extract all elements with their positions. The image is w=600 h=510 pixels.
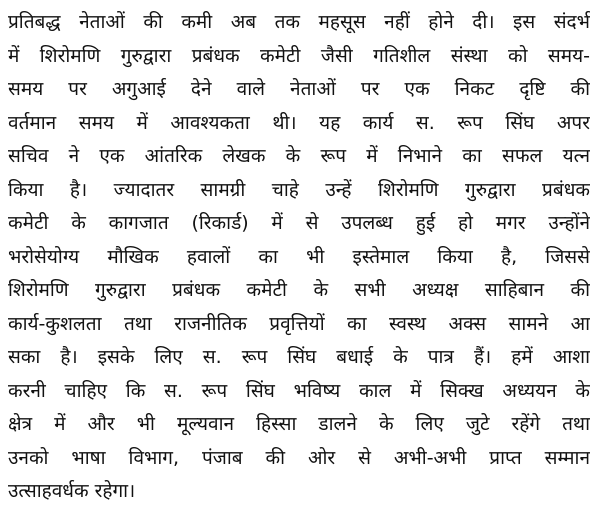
text-line: सचिव ने एक आंतरिक लेखक के रूप में निभाने का सफल यत्न xyxy=(8,145,590,167)
text-line: करनी चाहिए कि स. रूप सिंघ भविष्य काल में सिक्ख अध्ययन के xyxy=(8,379,590,402)
text-line: वर्तमान समय में आवश्यकता थी। यह कार्य स. रूप सिंघ अपर xyxy=(8,111,590,134)
text-line: भरोसेयोग्य मौखिक हवालों का भी इस्तेमाल किया है, जिससे xyxy=(8,245,590,268)
text-line: समय पर अगुआई देने वाले नेताओं पर एक निकट दृष्टि की xyxy=(8,78,590,100)
text-line: किया है। ज्यादातर सामग्री चाहे उन्हें शिरोमणि गुरुद्वारा प्रबंधक xyxy=(8,178,590,201)
text-line: प्रतिबद्ध नेताओं की कमी अब तक महसूस नहीं होने दी। इस संदर्भ xyxy=(8,11,590,33)
text-line: में शिरोमणि गुरुद्वारा प्रबंधक कमेटी जैसी गतिशील संस्था को समय- xyxy=(8,44,590,67)
text-line: सका है। इसके लिए स. रूप सिंघ बधाई के पात्र हैं। हमें आशा xyxy=(8,346,590,368)
text-line: क्षेत्र में और भी मूल्यवान हिस्सा डालने के लिए जुटे रहेंगे तथा xyxy=(8,413,590,435)
text-line: शिरोमणि गुरुद्वारा प्रबंधक कमेटी के सभी अध्यक्ष साहिबान की xyxy=(8,279,590,301)
text-line: कार्य-कुशलता तथा राजनीतिक प्रवृत्तियों का स्वस्थ अक्स सामने आ xyxy=(8,312,590,335)
text-line: उनको भाषा विभाग, पंजाब की ओर से अभी-अभी प्राप्त सम्मान xyxy=(8,446,590,469)
text-line-last: उत्साहवर्धक रहेगा। xyxy=(8,480,136,502)
body-paragraph xyxy=(8,6,590,509)
text-line: कमेटी के कागजात (रिकार्ड) में से उपलब्ध हुई हो मगर उन्होंने xyxy=(8,212,590,234)
